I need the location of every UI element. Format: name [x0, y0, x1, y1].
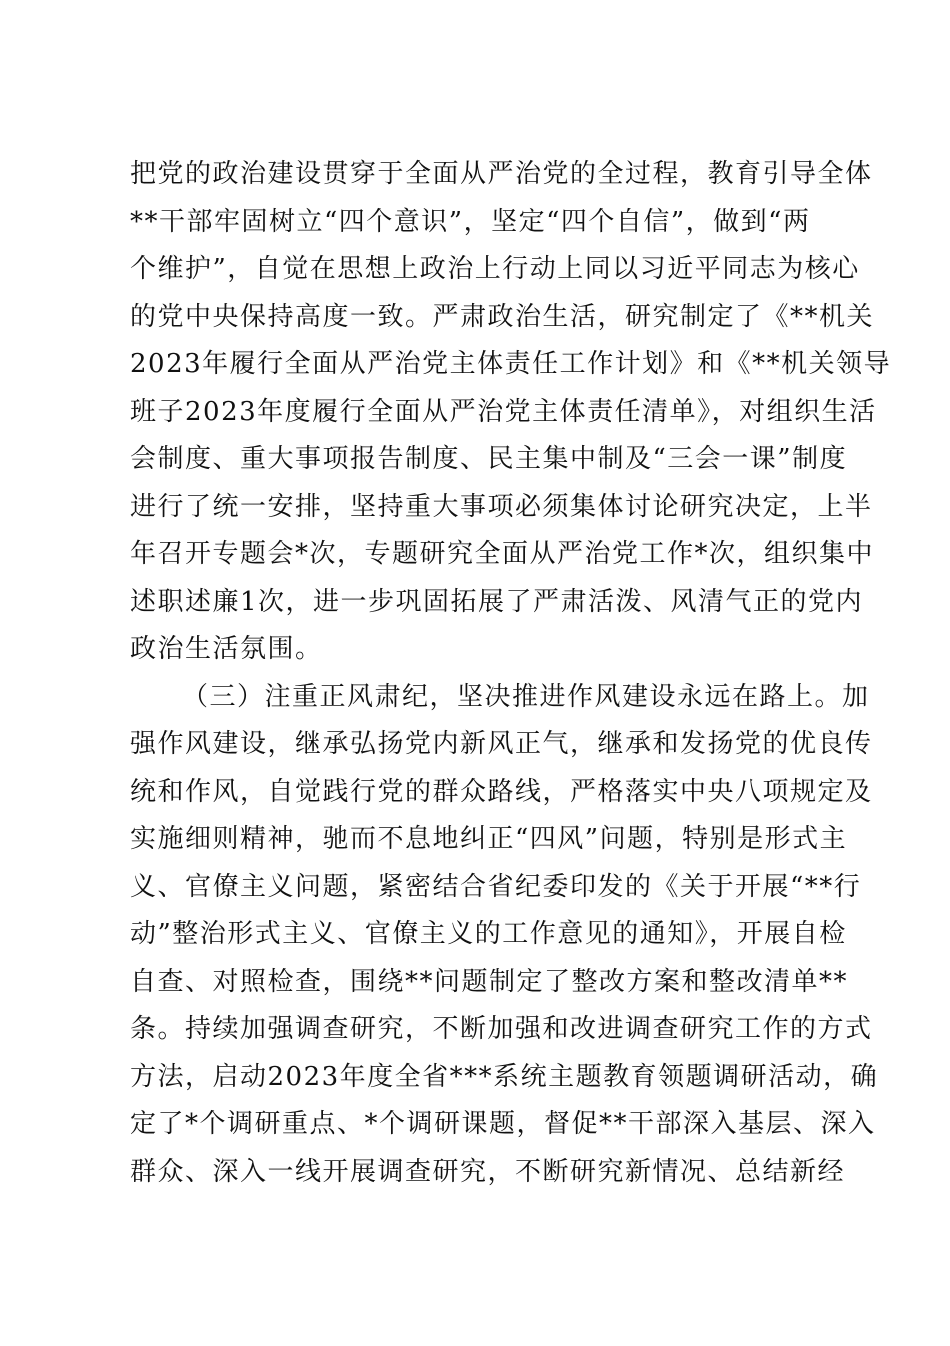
- paragraph-1-line: 进行了统一安排，坚持重大事项必须集体讨论研究决定，上半: [130, 492, 873, 522]
- paragraph-1-line: **干部牢固树立“四个意识”，坚定“四个自信”，做到“两: [130, 207, 811, 237]
- paragraph-1-line: 会制度、重大事项报告制度、民主集中制及“三会一课”制度: [130, 444, 848, 474]
- paragraph-2-line: 群众、深入一线开展调查研究，不断研究新情况、总结新经: [130, 1157, 846, 1187]
- paragraph-1-line: 政治生活氛围。: [130, 634, 323, 664]
- paragraph-1-line: 的党中央保持高度一致。严肃政治生活，研究制定了《**机关: [130, 302, 875, 332]
- paragraph-2-line: 定了*个调研重点、*个调研课题，督促**干部深入基层、深入: [130, 1109, 876, 1139]
- paragraph-2-line: 动”整治形式主义、官僚主义的工作意见的通知》，开展自检: [130, 919, 847, 949]
- paragraph-1-line: 述职述廉1次，进一步巩固拓展了严肃活泼、风清气正的党内: [130, 587, 864, 617]
- paragraph-2-line: 方法，启动2023年度全省***系统主题教育领题调研活动，确: [130, 1062, 879, 1092]
- paragraph-2-line: 实施细则精神，驰而不息地纠正“四风”问题，特别是形式主: [130, 824, 848, 854]
- paragraph-1-line: 2023年履行全面从严治党主体责任工作计划》和《**机关领导: [130, 349, 892, 379]
- paragraph-2-line: 义、官僚主义问题，紧密结合省纪委印发的《关于开展“**行: [130, 872, 862, 902]
- paragraph-1-line: 把党的政治建设贯穿于全面从严治党的全过程，教育引导全体: [130, 159, 873, 189]
- paragraph-2-line: 强作风建设，继承弘扬党内新风正气，继承和发扬党的优良传: [130, 729, 873, 759]
- paragraph-2-line: 条。持续加强调查研究，不断加强和改进调查研究工作的方式: [130, 1014, 873, 1044]
- paragraph-2-line: 自查、对照检查，围绕**问题制定了整改方案和整改清单**: [130, 967, 849, 997]
- paragraph-2-line: 统和作风，自觉践行党的群众路线，严格落实中央八项规定及: [130, 777, 873, 807]
- paragraph-1-line: 班子2023年度履行全面从严治党主体责任清单》，对组织生活: [130, 397, 877, 427]
- section-heading-line: （三）注重正风肃纪，坚决推进作风建设永远在路上。加: [182, 682, 870, 712]
- paragraph-1-line: 年召开专题会*次，专题研究全面从严治党工作*次，组织集中: [130, 539, 875, 569]
- paragraph-1-line: 个维护”，自觉在思想上政治上行动上同以习近平同志为核心: [130, 254, 860, 284]
